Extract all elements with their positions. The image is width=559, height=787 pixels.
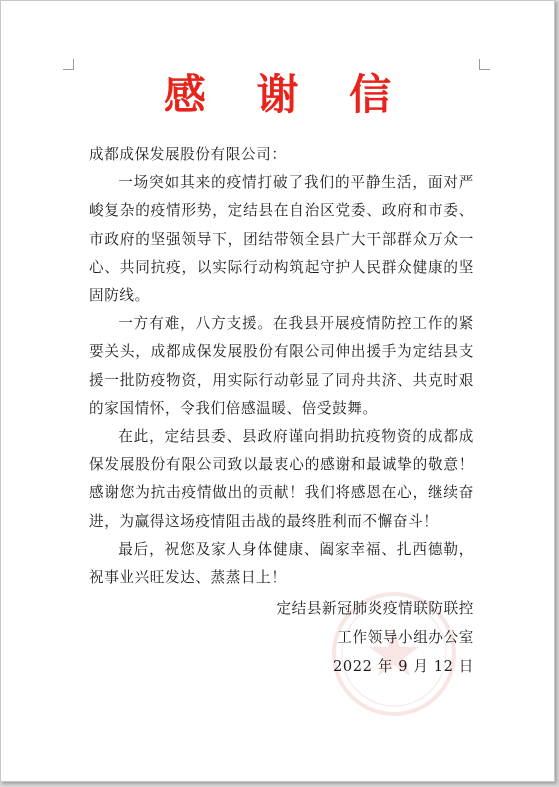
signature-date: 2022 年 9 月 12 日: [333, 658, 474, 675]
letter-body: [89, 141, 474, 592]
letter-title: 感 谢 信: [163, 70, 410, 119]
paragraph-1: 一场突如其来的疫情打破了我们的平静生活，面对严峻复杂的疫情形势，定结县在自治区党委、政府和市委、市政府的坚强领导下，团结带领全县广大干部群众万众一心、共同抗疫，以实际行动构筑起守护人民群众健康的坚固防线。: [89, 174, 474, 305]
signature-org-line-1: 定结县新冠肺炎疫情联防联控: [276, 600, 474, 617]
salutation: 成都成保发展股份有限公司：: [89, 146, 287, 163]
paragraph-2: 一方有难，八方支援。在我县开展疫情防控工作的紧要关头，成都成保发展股份有限公司伸出援手为定结县支援一批防疫物资，用实际行动彰显了同舟共济、共克时艰的家国情怀，令我们倍感温暖、倍受鼓舞。: [89, 315, 474, 417]
paragraph-3: 在此，定结县委、县政府谨向捐助抗疫物资的成都成保发展股份有限公司致以最衷心的感谢和最诚挚的敬意！感谢您为抗击疫情做出的贡献！我们将感恩在心，继续奋进，为赢得这场疫情阻击战的最终胜利而不懈奋斗！: [89, 428, 474, 530]
signature-block: [276, 594, 474, 681]
paragraph-4: 最后，祝您及家人身体健康、阖家幸福、扎西德勒，祝事业兴旺发达、蒸蒸日上！: [89, 540, 474, 587]
signature-org-line-2: 工作领导小组办公室: [337, 629, 474, 646]
